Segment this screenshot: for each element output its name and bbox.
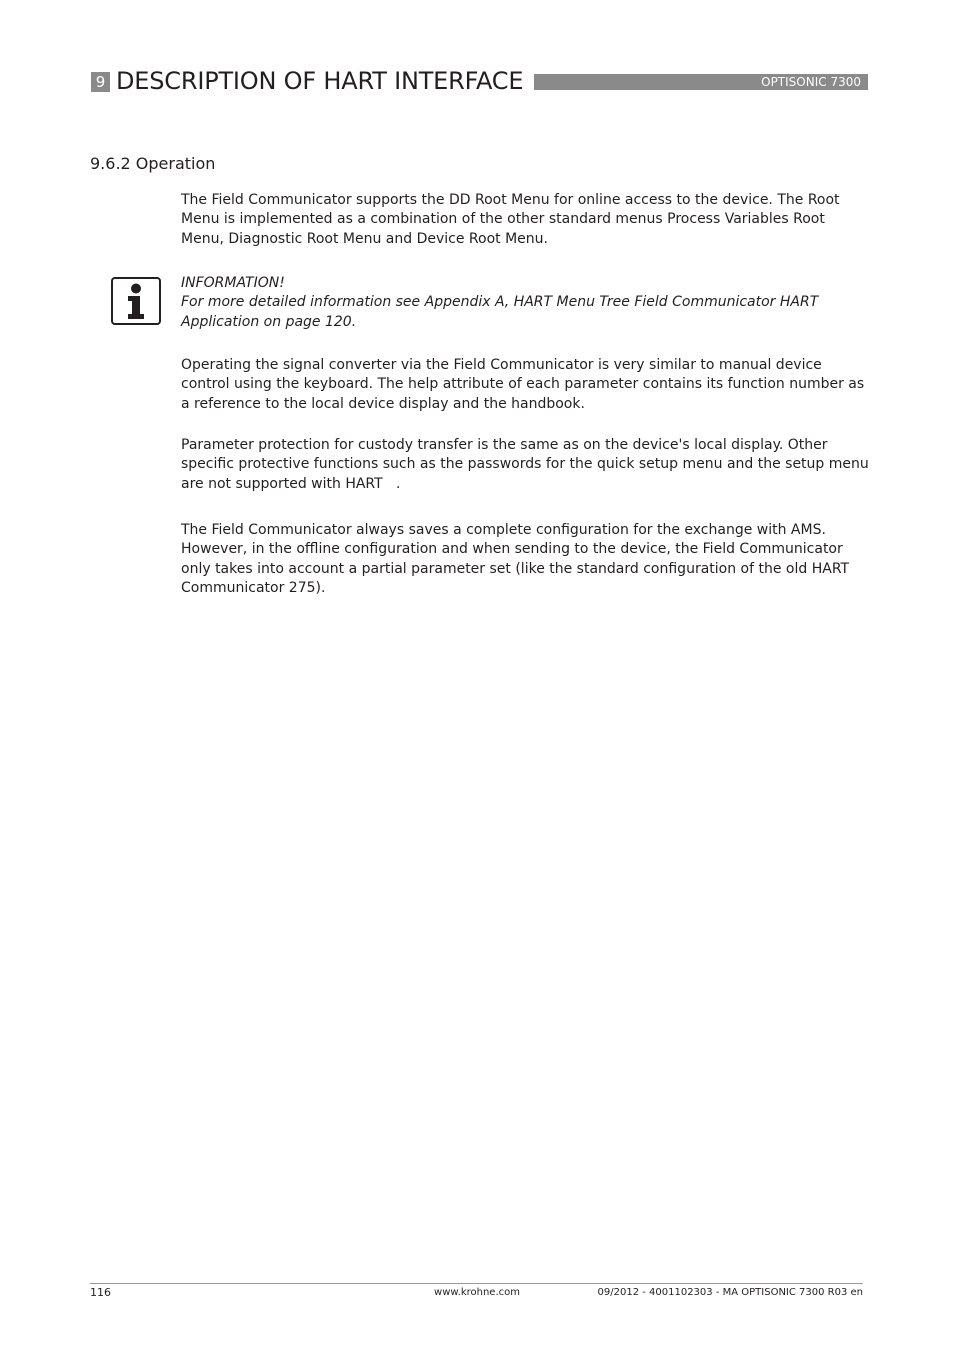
section-heading: 9.6.2 Operation [90,154,216,173]
information-text: For more detailed information see Appendix A, HART Menu Tree Field Communicator HART Application on page 120. [181,294,819,330]
information-title: INFORMATION! [181,275,285,291]
chapter-number-badge: 9 [91,72,110,92]
footer-page-number: 116 [90,1286,111,1299]
paragraph-parameter-protection: Parameter protection for custody transfer is the same as on the device's local display. Other specific protective functions such as the passwords for the quick setup menu and the setup menu are not supported with HART . [181,437,869,492]
chapter-title: DESCRIPTION OF HART INTERFACE [116,67,524,95]
footer-divider [90,1283,863,1284]
information-icon [111,277,161,325]
paragraph-operating: Operating the signal converter via the Field Communicator is very similar to manual device control using the keyboard. The help attribute of each parameter contains its function number as a reference to the local device display and the handbook. [181,357,865,412]
product-name: OPTISONIC 7300 [761,75,861,89]
footer-document-reference: 09/2012 - 4001102303 - MA OPTISONIC 7300 R03 en [597,1287,863,1298]
page-header [91,66,868,96]
information-notice [181,274,871,332]
paragraph-configuration: The Field Communicator always saves a complete configuration for the exchange with AMS. However, in the offline configuration and when sending to the device, the Field Communicator only takes into account a partial parameter set (like the standard configuration of the old HART Communicator 275). [181,522,850,596]
header-product-bar [534,74,868,90]
paragraph-dd-root-menu: The Field Communicator supports the DD Root Menu for online access to the device. The Root Menu is implemented as a combination of the other standard menus Process Variables Root Menu, Diagnostic Root Menu and Device Root Menu. [181,192,840,247]
footer-website: www.krohne.com [434,1287,520,1298]
